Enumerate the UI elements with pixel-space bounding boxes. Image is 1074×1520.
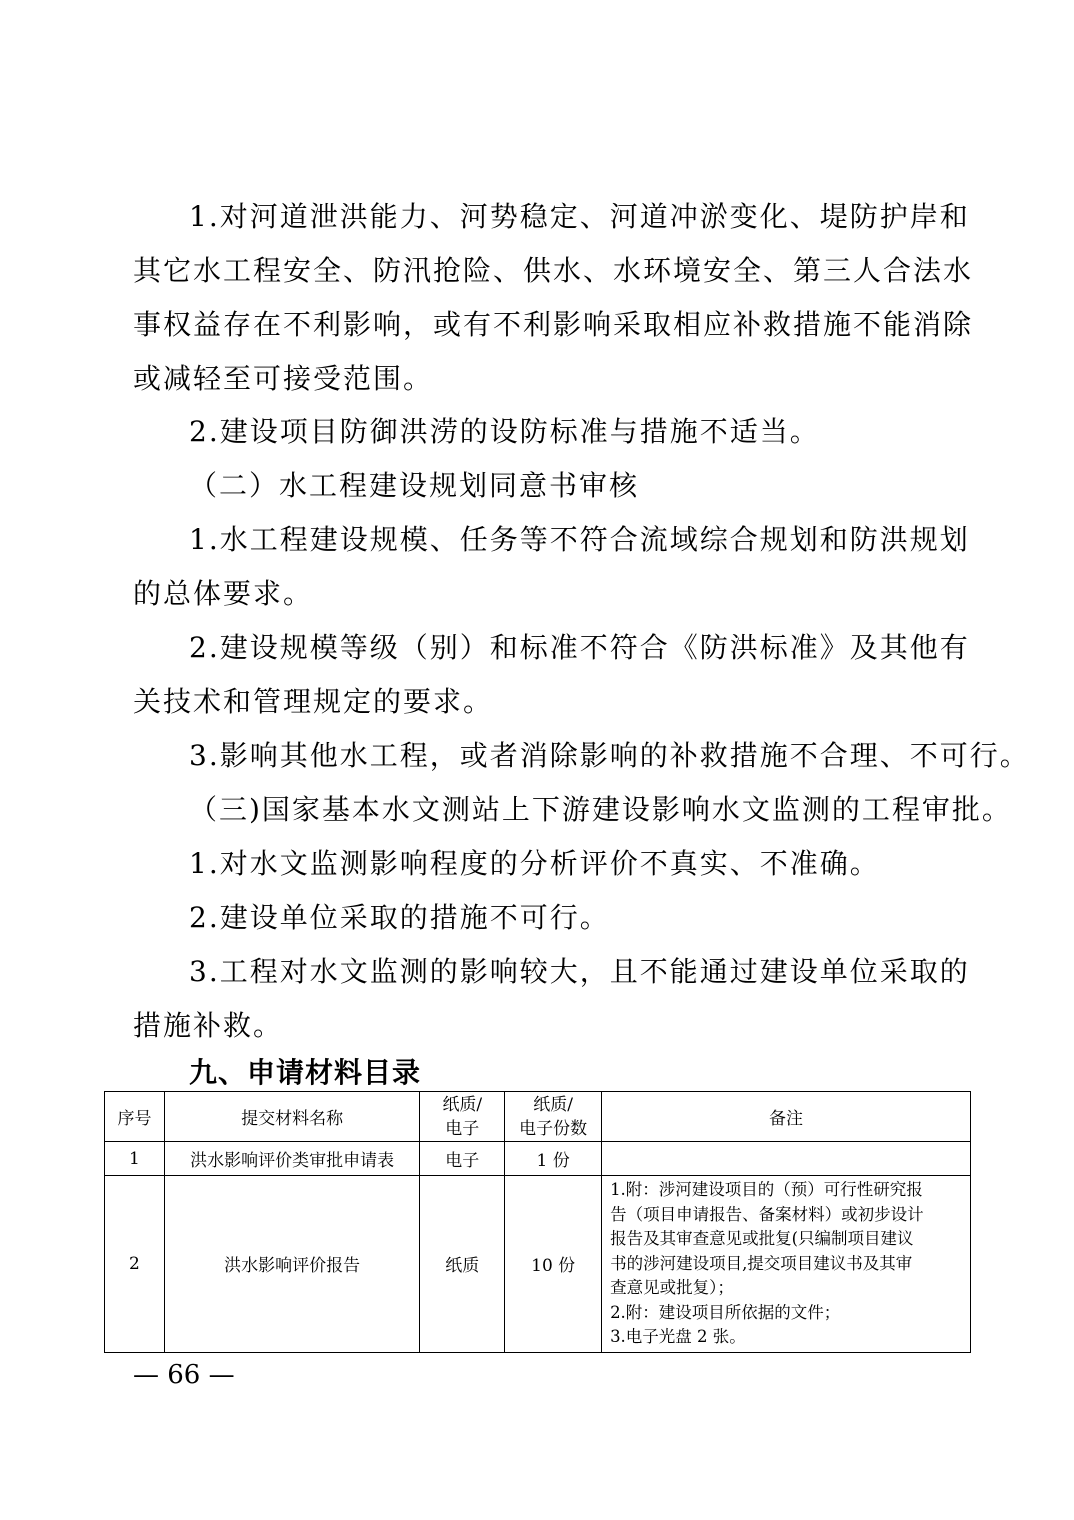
cell-count: 1 份 (505, 1142, 602, 1176)
header-type-line2: 电子 (445, 1118, 480, 1139)
header-seq: 序号 (105, 1092, 165, 1142)
note-line: 报告及其审查意见或批复(只编制项目建议 (610, 1229, 914, 1248)
paragraph-line: 1.对河道泄洪能力、河势稳定、河道冲淤变化、堤防护岸和 (189, 200, 970, 233)
cell-note (602, 1142, 971, 1176)
cell-note (602, 1176, 971, 1353)
paragraph-line: 或减轻至可接受范围。 (133, 362, 434, 395)
paragraph-line: 2.建设单位采取的措施不可行。 (189, 901, 610, 934)
paragraph-line: 1.对水文监测影响程度的分析评价不真实、不准确。 (189, 847, 880, 880)
paragraph-line: 3.工程对水文监测的影响较大，且不能通过建设单位采取的 (189, 955, 970, 988)
subsection-heading: （二）水工程建设规划同意书审核 (189, 469, 640, 502)
table-row (105, 1176, 971, 1353)
paragraph-line: 的总体要求。 (133, 577, 314, 610)
paragraph-line: 3.影响其他水工程，或者消除影响的补救措施不合理、不可行。 (189, 739, 1030, 772)
header-type (420, 1092, 505, 1142)
header-count-line2: 电子份数 (519, 1118, 588, 1139)
note-line: 告（项目申请报告、备案材料）或初步设计 (610, 1204, 924, 1224)
page-number: — 66 — (133, 1360, 235, 1390)
paragraph-line: 2.建设规模等级（别）和标准不符合《防洪标准》及其他有 (189, 631, 970, 664)
table-row (105, 1142, 971, 1176)
cell-name: 洪水影响评价类审批申请表 (164, 1142, 419, 1176)
cell-type: 纸质 (420, 1176, 505, 1353)
cell-seq: 1 (105, 1142, 165, 1176)
cell-seq: 2 (105, 1176, 165, 1353)
note-line: 2.附：建设项目所依据的文件； (610, 1302, 841, 1322)
paragraph-line: 事权益存在不利影响，或有不利影响采取相应补救措施不能消除 (133, 308, 974, 341)
cell-count: 10 份 (505, 1176, 602, 1353)
header-type-line1: 纸质/ (442, 1094, 483, 1115)
note-line: 3.电子光盘 2 张。 (610, 1327, 746, 1346)
note-line: 查意见或批复）； (610, 1278, 734, 1297)
paragraph-line: 关技术和管理规定的要求。 (133, 685, 494, 718)
header-count (505, 1092, 602, 1142)
subsection-heading: （三)国家基本水文测站上下游建设影响水文监测的工程审批。 (189, 793, 1012, 826)
section-heading: 九、申请材料目录 (189, 1056, 422, 1089)
paragraph-line: 2.建设项目防御洪涝的设防标准与措施不适当。 (189, 415, 820, 448)
paragraph-line: 措施补救。 (133, 1009, 284, 1042)
note-line: 书的涉河建设项目,提交项目建议书及其审 (610, 1253, 913, 1273)
header-count-line1: 纸质/ (533, 1094, 574, 1115)
note-line: 1.附：涉河建设项目的（预）可行性研究报 (610, 1180, 923, 1199)
header-note: 备注 (602, 1092, 971, 1142)
cell-type: 电子 (420, 1142, 505, 1176)
materials-table (104, 1091, 971, 1353)
paragraph-line: 其它水工程安全、防汛抢险、供水、水环境安全、第三人合法水 (133, 254, 974, 287)
table-header-row (105, 1092, 971, 1142)
paragraph-line: 1.水工程建设规模、任务等不符合流域综合规划和防洪规划 (189, 523, 970, 556)
header-name: 提交材料名称 (164, 1092, 419, 1142)
cell-name: 洪水影响评价报告 (164, 1176, 419, 1353)
